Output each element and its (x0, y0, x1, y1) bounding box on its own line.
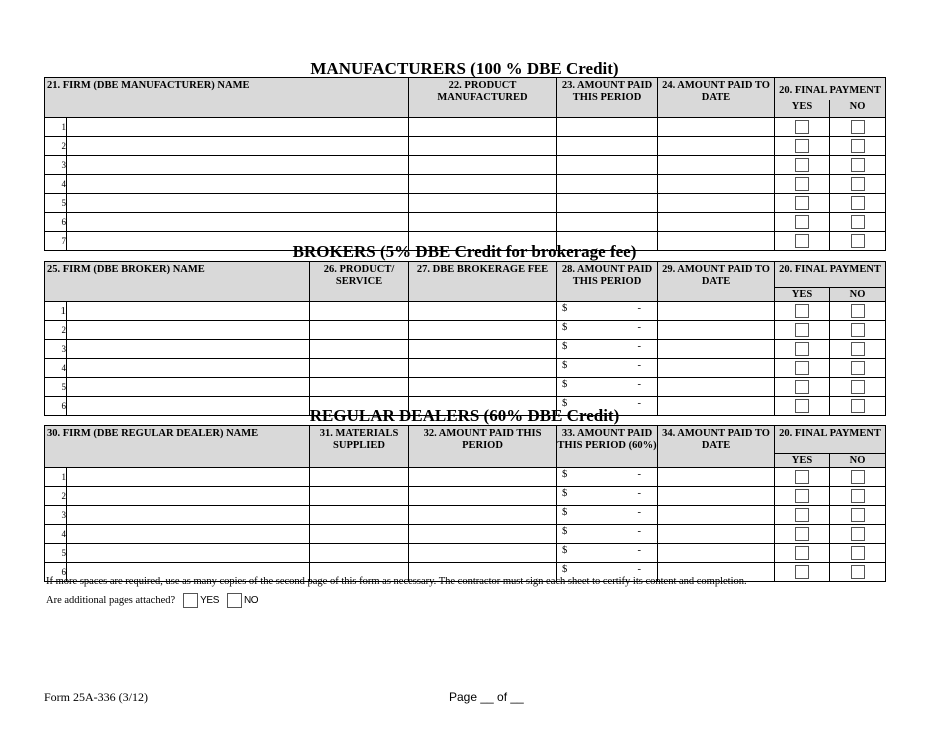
amount-period-cell[interactable] (557, 137, 658, 156)
final-yes-checkbox[interactable] (795, 361, 809, 375)
currency-sign: $ (562, 303, 568, 314)
firm-name-cell[interactable] (67, 213, 409, 232)
amount-period-cell[interactable] (557, 340, 658, 359)
final-no-checkbox[interactable] (851, 323, 865, 337)
amount-paid-cell[interactable] (409, 468, 557, 487)
amount-dash: - (637, 469, 642, 480)
firm-name-cell[interactable] (67, 506, 310, 525)
amount-60-cell[interactable] (557, 487, 658, 506)
materials-cell[interactable] (310, 506, 409, 525)
row-number: 3 (45, 156, 67, 175)
firm-name-cell[interactable] (67, 118, 409, 137)
row-number: 5 (45, 378, 67, 397)
final-no-checkbox[interactable] (851, 139, 865, 153)
final-yes-checkbox[interactable] (795, 470, 809, 484)
col-amount-paid-60: 33. AMOUNT PAID THIS PERIOD (60%) (557, 426, 658, 468)
product-cell[interactable] (310, 378, 409, 397)
firm-name-cell[interactable] (67, 468, 310, 487)
final-yes-checkbox[interactable] (795, 489, 809, 503)
final-no-checkbox[interactable] (851, 158, 865, 172)
product-cell[interactable] (409, 175, 557, 194)
row-number: 5 (45, 544, 67, 563)
final-yes-checkbox[interactable] (795, 527, 809, 541)
amount-paid-cell[interactable] (409, 544, 557, 563)
final-no-checkbox[interactable] (851, 361, 865, 375)
table-row (45, 194, 886, 213)
col-final-payment: 20. FINAL PAYMENT (775, 78, 886, 100)
firm-name-cell[interactable] (67, 359, 310, 378)
brokerage-fee-cell[interactable] (409, 340, 557, 359)
table-row (45, 175, 886, 194)
amount-date-cell[interactable] (658, 213, 775, 232)
final-yes-checkbox[interactable] (795, 323, 809, 337)
additional-yes-label: YES (200, 595, 219, 606)
firm-name-cell[interactable] (67, 544, 310, 563)
col-brokerage-fee: 27. DBE BROKERAGE FEE (409, 262, 557, 302)
amount-60-cell[interactable] (557, 506, 658, 525)
amount-period-cell[interactable] (557, 359, 658, 378)
firm-name-cell[interactable] (67, 156, 409, 175)
final-no-checkbox[interactable] (851, 380, 865, 394)
materials-cell[interactable] (310, 487, 409, 506)
amount-date-cell[interactable] (658, 340, 775, 359)
amount-date-cell[interactable] (658, 156, 775, 175)
additional-pages-question: Are additional pages attached? (46, 595, 176, 606)
amount-period-cell[interactable] (557, 156, 658, 175)
currency-sign: $ (562, 545, 568, 556)
row-number: 4 (45, 175, 67, 194)
product-cell[interactable] (409, 194, 557, 213)
amount-period-cell[interactable] (557, 118, 658, 137)
amount-period-cell[interactable] (557, 378, 658, 397)
additional-no-label: NO (243, 595, 259, 606)
amount-date-cell[interactable] (658, 321, 775, 340)
row-number: 3 (45, 506, 67, 525)
firm-name-cell[interactable] (67, 175, 409, 194)
amount-paid-cell[interactable] (409, 525, 557, 544)
table-row (45, 302, 886, 321)
amount-date-cell[interactable] (658, 118, 775, 137)
amount-dash: - (637, 398, 642, 409)
row-number: 4 (45, 525, 67, 544)
row-number: 1 (45, 302, 67, 321)
manufacturers-table (44, 77, 886, 251)
row-number: 4 (45, 359, 67, 378)
currency-sign: $ (562, 469, 568, 480)
row-number: 6 (45, 213, 67, 232)
table-row (45, 544, 886, 563)
form-id: Form 25A-336 (3/12) (44, 690, 148, 704)
amount-dash: - (637, 488, 642, 499)
final-no-checkbox[interactable] (851, 470, 865, 484)
col-amount-paid-period: 23. AMOUNT PAID THIS PERIOD (557, 78, 658, 118)
col-amount-paid-date: 24. AMOUNT PAID TO DATE (658, 78, 775, 118)
amount-period-cell[interactable] (557, 302, 658, 321)
currency-sign: $ (562, 341, 568, 352)
firm-name-cell[interactable] (67, 194, 409, 213)
product-cell[interactable] (310, 340, 409, 359)
col-product-manufactured: 22. PRODUCT MANUFACTURED (409, 78, 557, 118)
additional-spaces-note: If more spaces are required, use as many copies of the second page of this form as necessary. The contractor must sign each sheet to certify its content and completion. (46, 576, 747, 587)
firm-name-cell[interactable] (67, 340, 310, 359)
product-cell[interactable] (409, 137, 557, 156)
amount-60-cell[interactable] (557, 525, 658, 544)
product-cell[interactable] (409, 118, 557, 137)
amount-60-cell[interactable] (557, 468, 658, 487)
amount-date-cell[interactable] (658, 302, 775, 321)
currency-sign: $ (562, 398, 568, 409)
final-yes-checkbox[interactable] (795, 565, 809, 579)
amount-dash: - (637, 526, 642, 537)
table-row (45, 378, 886, 397)
brokerage-fee-cell[interactable] (409, 321, 557, 340)
col-amount-paid-period: 32. AMOUNT PAID THIS PERIOD (409, 426, 557, 468)
brokerage-fee-cell[interactable] (409, 359, 557, 378)
page-number-label: Page __ of __ (449, 690, 524, 704)
col-no: NO (830, 100, 886, 118)
final-no-checkbox[interactable] (851, 304, 865, 318)
amount-dash: - (637, 360, 642, 371)
table-row (45, 359, 886, 378)
additional-no-checkbox[interactable] (227, 593, 242, 608)
amount-dash: - (637, 303, 642, 314)
row-number: 2 (45, 487, 67, 506)
materials-cell[interactable] (310, 544, 409, 563)
manufacturers-title: MANUFACTURERS (100 % DBE Credit) (310, 59, 619, 78)
row-number: 1 (45, 468, 67, 487)
col-firm-name: 30. FIRM (DBE REGULAR DEALER) NAME (45, 426, 310, 468)
table-row (45, 118, 886, 137)
firm-name-cell[interactable] (67, 378, 310, 397)
col-final-payment: 20. FINAL PAYMENT (775, 426, 886, 454)
final-yes-checkbox[interactable] (795, 196, 809, 210)
col-product-service: 26. PRODUCT/ SERVICE (310, 262, 409, 302)
final-no-checkbox[interactable] (851, 546, 865, 560)
row-number: 5 (45, 194, 67, 213)
dealers-title: REGULAR DEALERS (60% DBE Credit) (309, 406, 620, 425)
brokers-table (44, 261, 886, 416)
table-row (45, 487, 886, 506)
currency-sign: $ (562, 488, 568, 499)
firm-name-cell[interactable] (67, 487, 310, 506)
amount-date-cell[interactable] (658, 175, 775, 194)
amount-date-cell[interactable] (658, 359, 775, 378)
brokerage-fee-cell[interactable] (409, 378, 557, 397)
final-no-checkbox[interactable] (851, 196, 865, 210)
col-yes: YES (775, 100, 830, 118)
additional-yes-checkbox[interactable] (183, 593, 198, 608)
amount-period-cell[interactable] (557, 213, 658, 232)
brokers-title: BROKERS (5% DBE Credit for brokerage fee) (292, 242, 637, 261)
product-cell[interactable] (310, 359, 409, 378)
col-firm-name: 25. FIRM (DBE BROKER) NAME (45, 262, 310, 302)
product-cell[interactable] (310, 321, 409, 340)
final-no-checkbox[interactable] (851, 527, 865, 541)
amount-date-cell[interactable] (658, 506, 775, 525)
currency-sign: $ (562, 360, 568, 371)
col-final-payment: 20. FINAL PAYMENT (775, 262, 886, 288)
col-yes: YES (775, 288, 830, 302)
currency-sign: $ (562, 379, 568, 390)
col-amount-paid-date: 34. AMOUNT PAID TO DATE (658, 426, 775, 468)
amount-dash: - (637, 545, 642, 556)
col-no: NO (830, 454, 886, 468)
amount-date-cell[interactable] (658, 525, 775, 544)
row-number: 6 (45, 397, 67, 416)
currency-sign: $ (562, 507, 568, 518)
currency-sign: $ (562, 564, 568, 575)
final-no-checkbox[interactable] (851, 177, 865, 191)
table-row (45, 137, 886, 156)
final-no-checkbox[interactable] (851, 120, 865, 134)
amount-60-cell[interactable] (557, 544, 658, 563)
row-number: 6 (45, 563, 67, 582)
final-no-checkbox[interactable] (851, 508, 865, 522)
amount-date-cell[interactable] (658, 137, 775, 156)
final-yes-checkbox[interactable] (795, 546, 809, 560)
col-no: NO (830, 288, 886, 302)
table-row (45, 321, 886, 340)
amount-period-cell[interactable] (557, 175, 658, 194)
final-yes-checkbox[interactable] (795, 158, 809, 172)
firm-name-cell[interactable] (67, 137, 409, 156)
table-row (45, 156, 886, 175)
additional-pages-row (46, 593, 258, 608)
final-yes-checkbox[interactable] (795, 177, 809, 191)
table-row (45, 340, 886, 359)
table-row (45, 525, 886, 544)
firm-name-cell[interactable] (67, 302, 310, 321)
amount-paid-cell[interactable] (409, 506, 557, 525)
col-amount-paid-date: 29. AMOUNT PAID TO DATE (658, 262, 775, 302)
materials-cell[interactable] (310, 468, 409, 487)
final-yes-checkbox[interactable] (795, 120, 809, 134)
final-no-checkbox[interactable] (851, 215, 865, 229)
amount-dash: - (637, 507, 642, 518)
final-yes-checkbox[interactable] (795, 215, 809, 229)
final-no-checkbox[interactable] (851, 489, 865, 503)
amount-dash: - (637, 322, 642, 333)
materials-cell[interactable] (310, 525, 409, 544)
table-row (45, 213, 886, 232)
amount-paid-cell[interactable] (409, 487, 557, 506)
amount-date-cell[interactable] (658, 194, 775, 213)
table-row (45, 506, 886, 525)
amount-date-cell[interactable] (658, 487, 775, 506)
product-cell[interactable] (409, 156, 557, 175)
amount-dash: - (637, 564, 642, 575)
firm-name-cell[interactable] (67, 321, 310, 340)
final-yes-checkbox[interactable] (795, 508, 809, 522)
row-number: 7 (45, 232, 67, 251)
final-yes-checkbox[interactable] (795, 304, 809, 318)
amount-dash: - (637, 379, 642, 390)
final-no-checkbox[interactable] (851, 565, 865, 579)
firm-name-cell[interactable] (67, 525, 310, 544)
final-no-checkbox[interactable] (851, 342, 865, 356)
table-row (45, 468, 886, 487)
amount-date-cell[interactable] (658, 468, 775, 487)
row-number: 3 (45, 340, 67, 359)
dealers-table (44, 425, 886, 582)
final-yes-checkbox[interactable] (795, 380, 809, 394)
amount-dash: - (637, 341, 642, 352)
brokerage-fee-cell[interactable] (409, 302, 557, 321)
final-yes-checkbox[interactable] (795, 139, 809, 153)
amount-date-cell[interactable] (658, 544, 775, 563)
amount-date-cell[interactable] (658, 378, 775, 397)
row-number: 2 (45, 321, 67, 340)
col-materials-supplied: 31. MATERIALS SUPPLIED (310, 426, 409, 468)
product-cell[interactable] (310, 302, 409, 321)
row-number: 1 (45, 118, 67, 137)
final-yes-checkbox[interactable] (795, 342, 809, 356)
currency-sign: $ (562, 322, 568, 333)
amount-period-cell[interactable] (557, 194, 658, 213)
col-yes: YES (775, 454, 830, 468)
amount-period-cell[interactable] (557, 321, 658, 340)
product-cell[interactable] (409, 213, 557, 232)
currency-sign: $ (562, 526, 568, 537)
row-number: 2 (45, 137, 67, 156)
col-firm-name: 21. FIRM (DBE MANUFACTURER) NAME (45, 78, 409, 118)
col-amount-paid-period: 28. AMOUNT PAID THIS PERIOD (557, 262, 658, 302)
